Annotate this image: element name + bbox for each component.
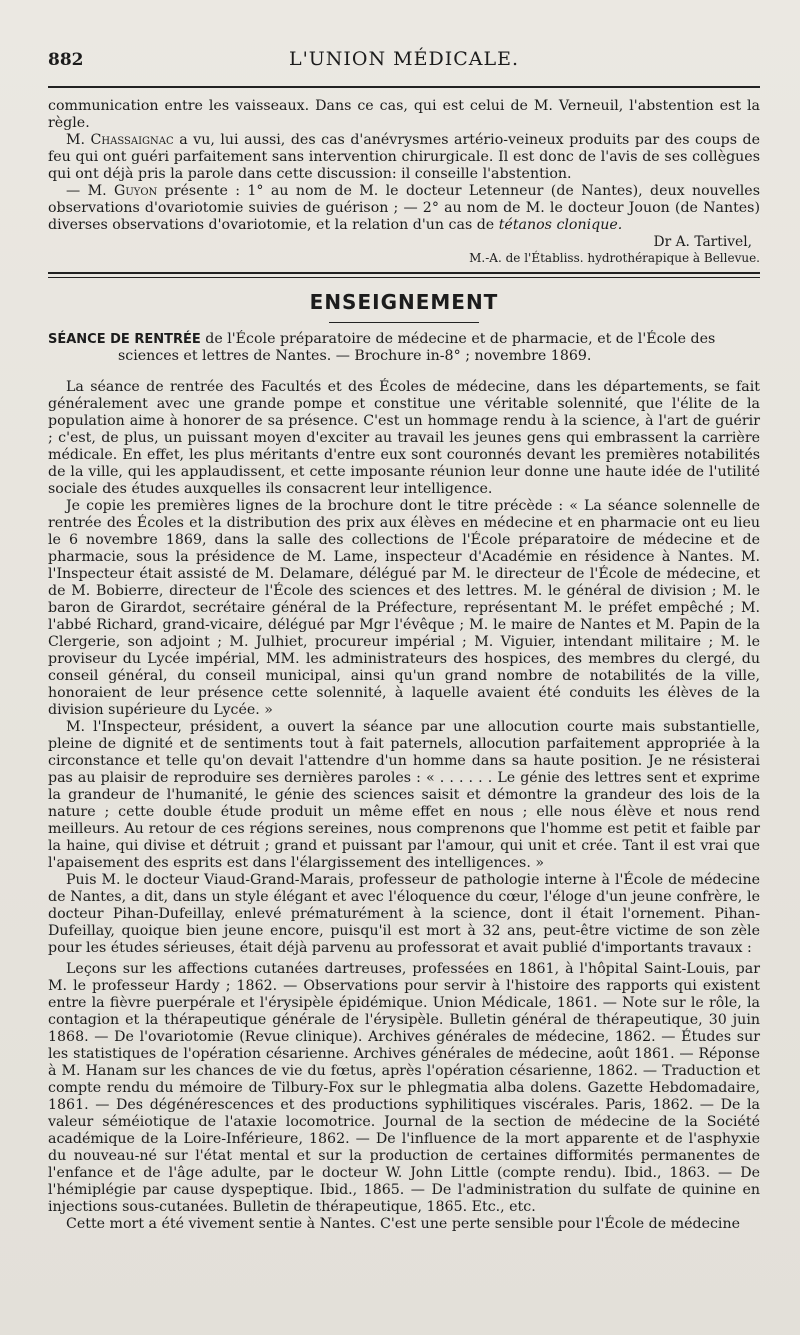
author-name: Guyon: [113, 183, 158, 199]
paragraph-last: Cette mort a été vivement sentie à Nantes. C'est une perte sensible pour l'École de médecine: [66, 1216, 740, 1232]
session-subheading: sciences et lettres de Nantes. — Brochure in-8° ; novembre 1869.: [118, 348, 592, 364]
section-title-rule: [329, 322, 479, 323]
paragraph-text: a vu, lui aussi, des cas d'anévrysmes artério-veineux produits par des coups de feu qui ont guéri parfaitement sans intervention chirurgicale. Il est donc de l'avis de ses collègues qui ont déjà pris la parole dans cette discussion: il conseille l'abstention.: [48, 132, 760, 182]
section-divider: [48, 272, 760, 278]
session-label: SÉANCE DE RENTRÉE: [48, 332, 201, 347]
running-title: L'UNION MÉDICALE.: [288, 48, 520, 70]
dash: — M.: [66, 183, 114, 199]
session-text: de l'École préparatoire de médecine et de pharmacie, et de l'École des: [200, 331, 716, 347]
paragraph: M. l'Inspecteur, président, a ouvert la séance par une allocution courte mais substantielle, pleine de dignité et de sentiments tout à fait paternels, allocution parfaitement appropriée à la circonstance et telle qu'on devait l'attendre d'un homme dans sa haute position. Je ne résisterai pas au plaisir de reproduire ses dernières paroles : « . . . . . . Le génie des lettres sent et exprime la grandeur de l'humanité, le génie des sciences saisit et démontre la grandeur des lois de la nature ; cette double étude produit un même effet en nous ; elle nous élève et nous rend meilleurs. Au retour de ces régions sereines, nous comprenons que l'homme est petit et faible par la haine, qui divise et détruit ; grand et puissant par l'amour, qui unit et crée. Tant il est vrai que l'apaisement des esprits est dans l'élargissement des intelligences. »: [48, 719, 760, 871]
paragraph-text: présente : 1° au nom de M. le docteur Letenneur (de Nantes), deux nouvelles observations d'ovariotomie suivies de guérison ; — 2° au nom de M. le docteur Jouon (de Nantes) diverses observations d'ovariotomie, et la relation d'un cas de: [48, 183, 760, 233]
signature: Dr A. Tartivel,: [653, 234, 752, 250]
works-list: Leçons sur les affections cutanées dartreuses, professées en 1861, à l'hôpital Saint-Louis, par M. le professeur Hardy ; 1862. — Observations pour servir à l'histoire des rapports qui existent entre la fièvre puerpérale et l'érysipèle épidémique. Union Médicale, 1861. — Note sur le rôle, la contagion et la thérapeutique générale de l'érysipèle. Bulletin général de thérapeutique, 30 juin 1868. — De l'ovariotomie (Revue clinique). Archives générales de médecine, 1862. — Études sur les statistiques de l'opération césarienne. Archives générales de médecine, août 1861. — Réponse à M. Hanam sur les chances de vie du fœtus, après l'opération césarienne, 1862. — Traduction et compte rendu du mémoire de Tilbury-Fox sur le phlegmatia alba dolens. Gazette Hebdomadaire, 1861. — Des dégénérescences et des productions syphilitiques viscérales. Paris, 1862. — De la valeur séméiotique de l'ataxie locomotrice. Journal de la section de médecine de la Société académique de la Loire-Inférieure, 1862. — De l'influence de la mort apparente et de l'asphyxie du nouveau-né sur l'état mental et sur la production de certaines difformités permanentes de l'enfance et de l'âge adulte, par le docteur W. John Little (compte rendu). Ibid., 1863. — De l'hémiplégie par cause dyspeptique. Ibid., 1865. — De l'administration du sulfate de quinine en injections sous-cutanées. Bulletin de thérapeutique, 1865. Etc., etc.: [48, 961, 760, 1215]
paragraph: La séance de rentrée des Facultés et des Écoles de médecine, dans les départements, se fait généralement avec une grande pompe et constitue une véritable solennité, que l'élite de la population aime à honorer de sa présence. C'est un hommage rendu à la science, à l'art de guérir ; c'est, de plus, un puissant moyen d'exciter au travail les jeunes gens qui embrassent la carrière médicale. En effet, les plus méritants d'entre eux sont couronnés devant les premières notabilités de la ville, qui les applaudissent, et cette imposante réunion leur donne une haute idée de l'utilité sociale des études auxquelles ils consacrent leur intelligence.: [48, 379, 760, 497]
paragraph: Je copie les premières lignes de la brochure dont le titre précède : « La séance solennelle de rentrée des Écoles et la distribution des prix aux élèves en médecine et en pharmacie ont eu lieu le 6 novembre 1869, dans la salle des collections de l'École préparatoire de médecine et de pharmacie, sous la présidence de M. Lame, inspecteur d'Académie en résidence à Nantes. M. l'Inspecteur était assisté de M. Delamare, délégué par M. le directeur de l'École de médecine, et de M. Bobierre, directeur de l'École des sciences et des lettres. M. le général de division ; M. le baron de Girardot, secrétaire général de la Préfecture, représentant M. le préfet empêché ; M. l'abbé Richard, grand-vicaire, délégué par Mgr l'évêque ; M. le maire de Nantes et M. Papin de la Clergerie, son adjoint ; M. Julhiet, procureur impérial ; M. Viguier, intendant militaire ; M. le proviseur du Lycée impérial, MM. les administrateurs des hospices, des membres du clergé, du conseil général, du conseil municipal, ainsi qu'un grand nombre de notabilités de la ville, honoraient de leur présence cette solennité, à laquelle avaient été conduits les élèves de la division supérieure du Lycée. »: [48, 498, 760, 718]
paragraph-chassaignac: [48, 132, 760, 183]
section-title: ENSEIGNEMENT: [309, 290, 499, 314]
author-name: M. Chassaignac: [66, 132, 174, 148]
page-number: 882: [48, 50, 84, 70]
page-header: [48, 48, 760, 80]
signature-affiliation: M.-A. de l'Établiss. hydrothérapique à Bellevue.: [469, 251, 760, 265]
italic-term: tétanos clonique.: [498, 217, 623, 233]
paragraph: Puis M. le docteur Viaud-Grand-Marais, professeur de pathologie interne à l'École de médecine de Nantes, a dit, dans un style élégant et avec l'éloquence du cœur, l'éloge d'un jeune confrère, le docteur Pihan-Dufeillay, enlevé prématurément à la science, dont il était l'ornement. Pihan-Dufeillay, quoique bien jeune encore, puisqu'il est mort à 32 ans, peut-être victime de son zèle pour les études sérieuses, était déjà parvenu au professorat et avait publié d'importants travaux :: [48, 872, 760, 956]
paragraph-abstention: communication entre les vaisseaux. Dans ce cas, qui est celui de M. Verneuil, l'abstention est la règle.: [48, 98, 760, 131]
session-heading: [48, 331, 760, 348]
paragraph-guyon: [48, 183, 760, 234]
